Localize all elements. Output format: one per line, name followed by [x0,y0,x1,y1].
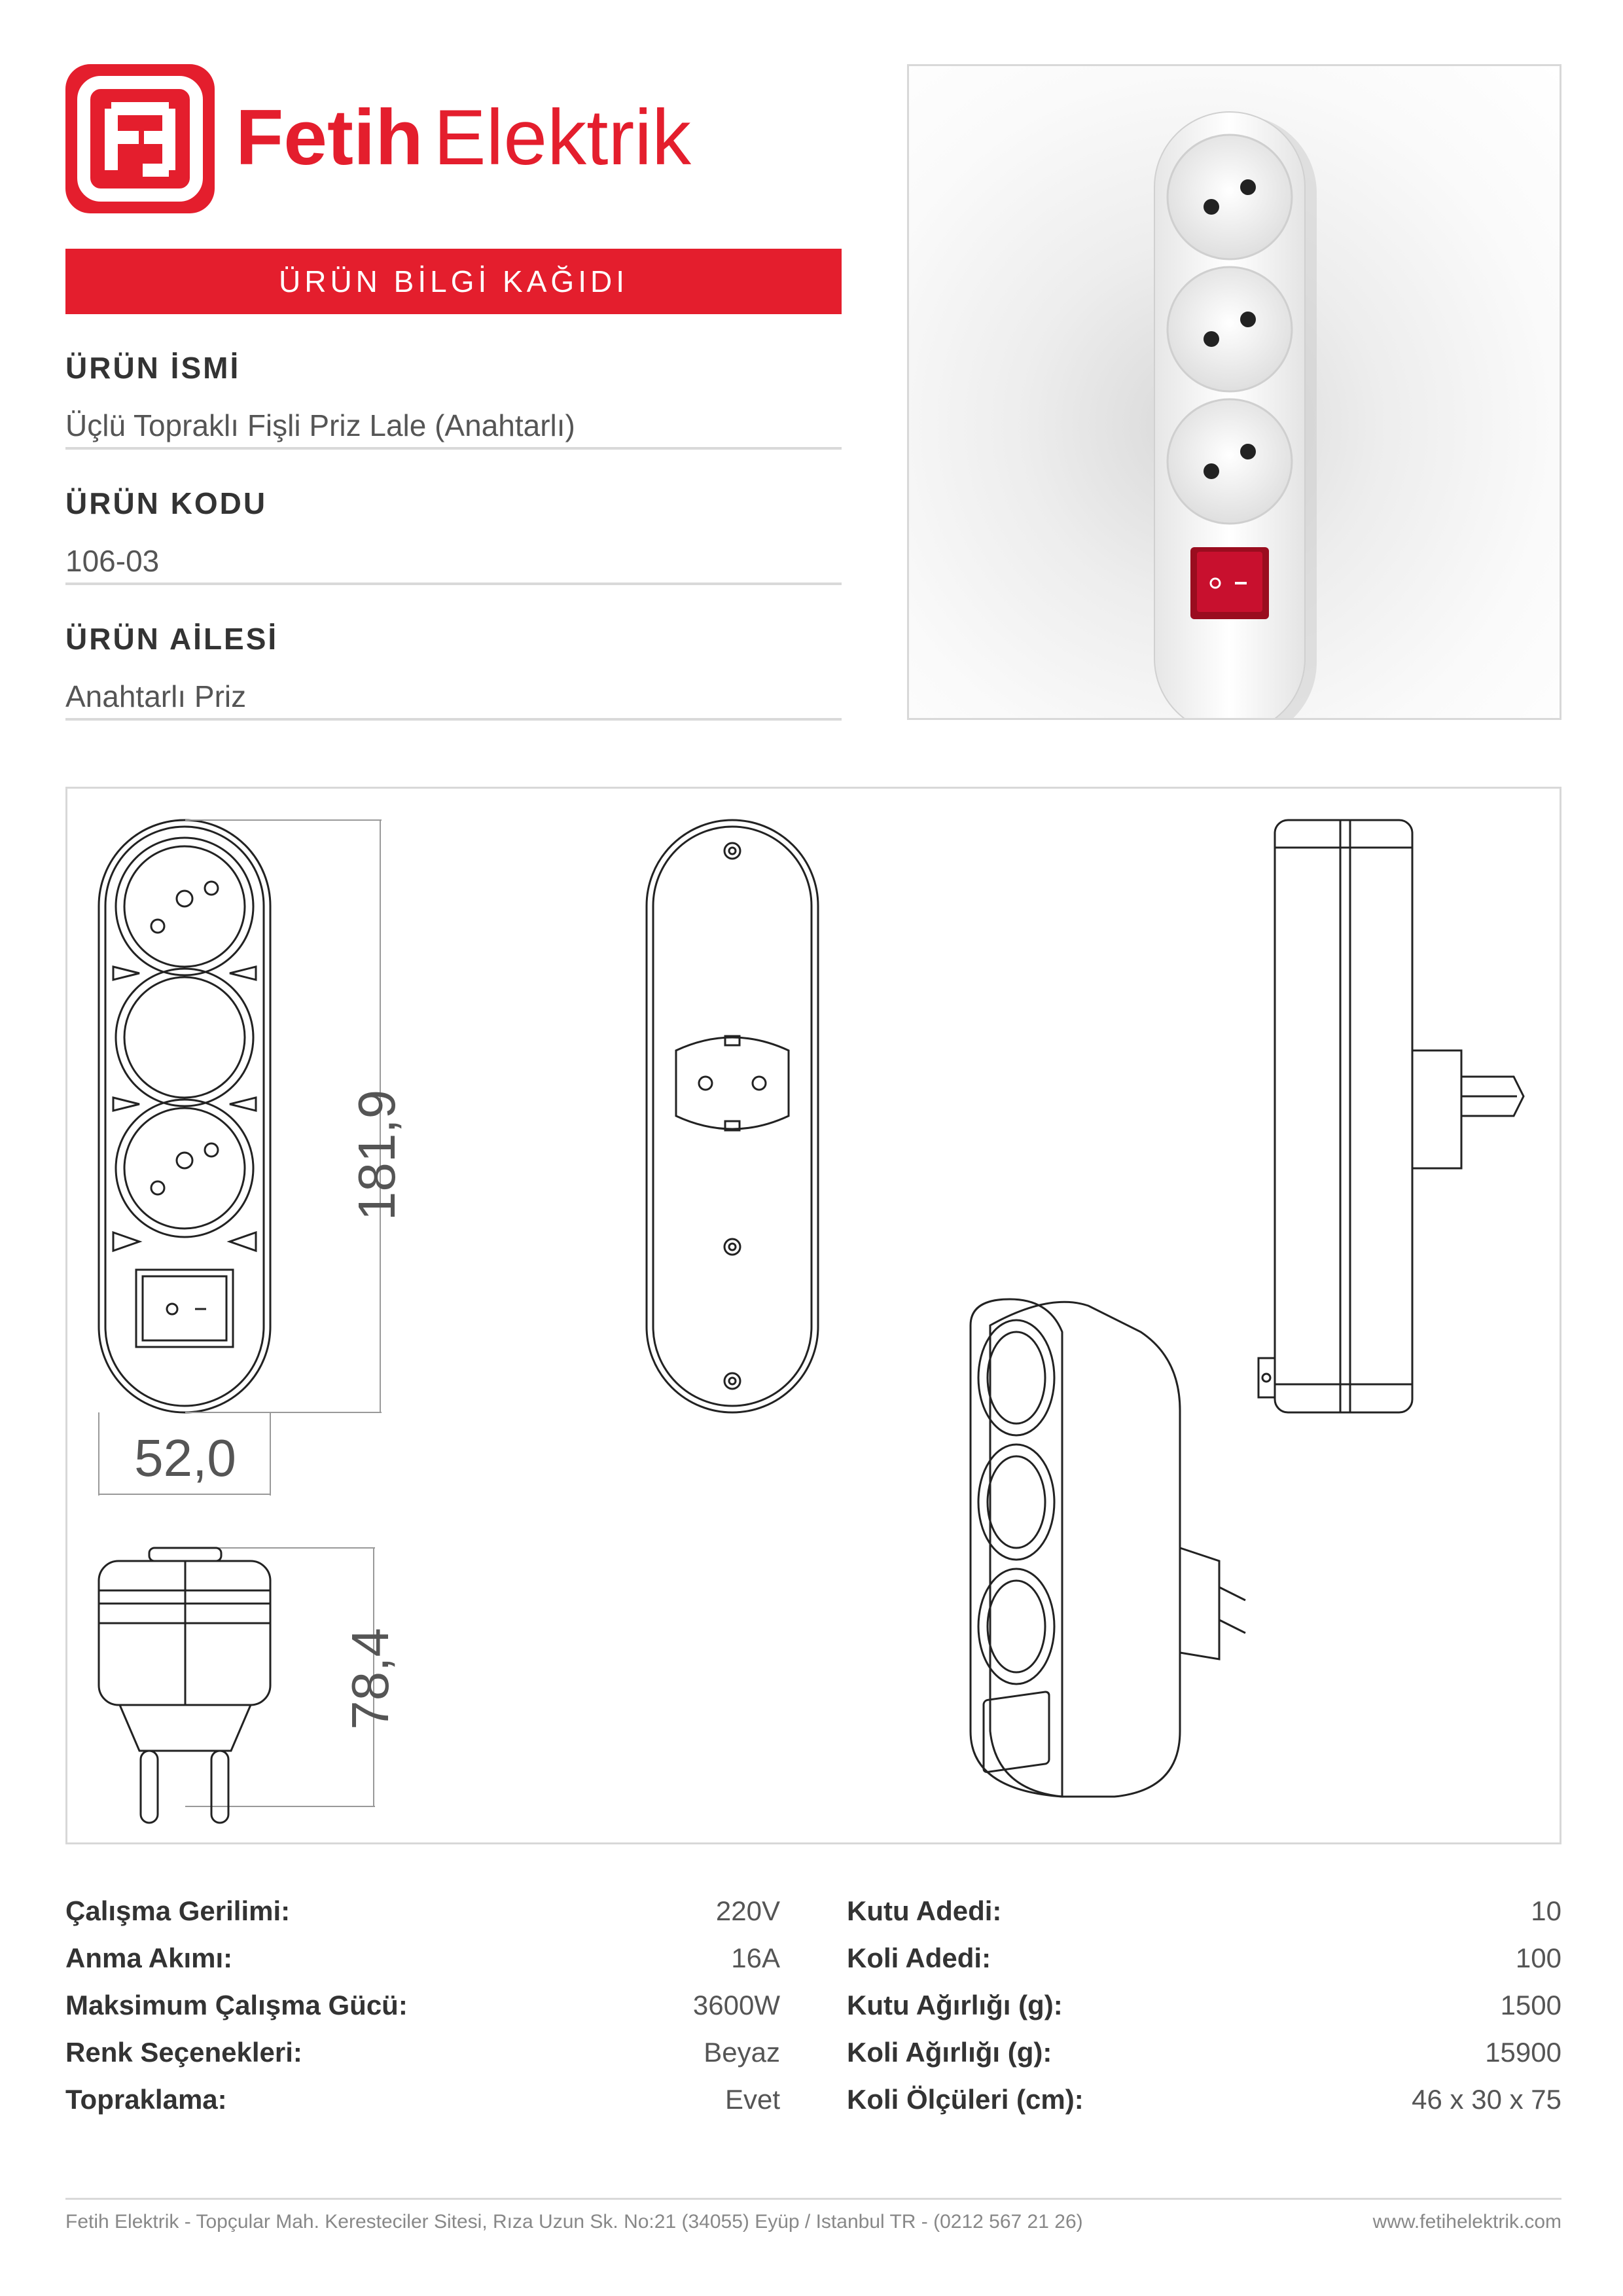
product-family-label: ÜRÜN AİLESİ [65,622,279,656]
socket-2 [1168,267,1292,391]
back-view [647,820,818,1412]
spec-key: Kutu Ağırlığı (g): [847,1990,1063,2020]
depth-dimension: 78,4 [341,1628,399,1730]
spec-key: Çalışma Gerilimi: [65,1895,291,1926]
spec-row [847,2033,1561,2072]
fe-monogram-icon [65,64,215,213]
spec-value: 16A [731,1943,780,1973]
brand-name-light: Elektrik [433,94,692,181]
spec-key: Kutu Adedi: [847,1895,1002,1926]
spec-value: Beyaz [704,2037,780,2068]
document-banner: ÜRÜN BİLGİ KAĞIDI [65,249,842,314]
spec-row [65,2080,780,2119]
spec-value: Evet [724,2084,780,2115]
spec-row [847,1892,1561,1931]
technical-drawing-svg [67,789,1560,1842]
brand-name-bold: Fetih [236,94,423,181]
divider [65,718,842,721]
product-name-value: Üçlü Topraklı Fişli Priz Lale (Anahtarlı) [65,408,575,442]
spec-row [65,1939,780,1978]
spec-key: Anma Akımı: [65,1943,233,1973]
spec-value: 220V [715,1895,780,1926]
product-code-value: 106-03 [65,544,160,578]
bottom-view [99,1548,270,1823]
power-strip-render [909,66,1560,718]
spec-row [847,1986,1561,2025]
spec-key: Maksimum Çalışma Gücü: [65,1990,408,2020]
product-name-label: ÜRÜN İSMİ [65,351,241,385]
technical-drawing [65,787,1561,1844]
spec-value: 46 x 30 x 75 [1412,2084,1561,2115]
spec-key: Renk Seçenekleri: [65,2037,302,2068]
dimension-lines [99,820,382,1806]
spec-row [847,2080,1561,2119]
brand-name [236,94,692,181]
front-view [99,820,270,1412]
rocker-switch [1190,547,1269,619]
divider [65,447,842,450]
spec-key: Topraklama: [65,2084,227,2115]
footer-divider [65,2198,1561,2200]
spec-value: 1500 [1500,1990,1561,2020]
socket-3 [1168,399,1292,524]
footer-website-link[interactable]: www.fetihelektrik.com [1372,2211,1561,2233]
spec-row [65,2033,780,2072]
product-family-value: Anahtarlı Priz [65,679,247,713]
spec-row [65,1892,780,1931]
spec-row [847,1939,1561,1978]
spec-value: 100 [1515,1943,1561,1973]
height-dimension: 181,9 [348,1089,406,1221]
footer-address: Fetih Elektrik - Topçular Mah. Keresteciler Sitesi, Rıza Uzun Sk. No:21 (34055) Eyüp / Istanbul TR - (0212 567 21 26) [65,2211,1083,2233]
divider [65,583,842,585]
brand-logo-mark [65,64,215,213]
product-photo [907,64,1561,720]
spec-row [65,1986,780,2025]
width-dimension: 52,0 [134,1429,236,1487]
spec-value: 15900 [1485,2037,1561,2068]
socket-1 [1168,135,1292,259]
spec-key: Koli Ağırlığı (g): [847,2037,1052,2068]
spec-value: 10 [1531,1895,1561,1926]
side-view [1258,820,1524,1412]
spec-key: Koli Adedi: [847,1943,991,1973]
spec-key: Koli Ölçüleri (cm): [847,2084,1084,2115]
spec-value: 3600W [692,1990,780,2020]
product-code-label: ÜRÜN KODU [65,486,268,520]
isometric-view [971,1299,1245,1797]
